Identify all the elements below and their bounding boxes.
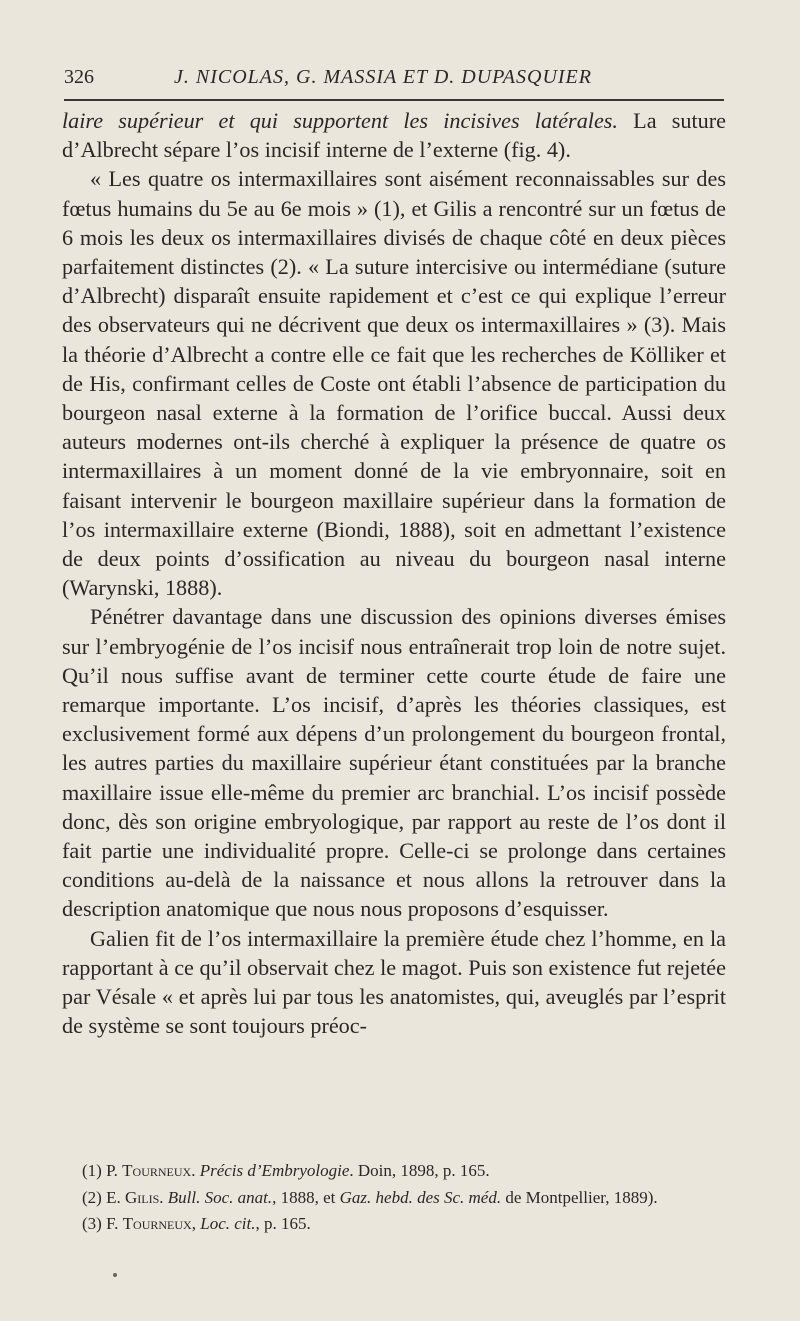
author-name: Tourneux <box>122 1161 192 1180</box>
ink-speck <box>113 1273 117 1277</box>
footnotes <box>62 1158 726 1238</box>
author-initial: F. <box>106 1214 123 1233</box>
paragraph-1-text: La suture d’Albrecht sépare l’os incisif interne de l’externe (fig. 4). <box>62 108 726 163</box>
work-title-2: Gaz. hebd. des Sc. méd. <box>339 1187 502 1207</box>
body-text <box>62 106 726 1041</box>
citation-rest: , p. 165. <box>255 1214 311 1233</box>
citation-rest: de Montpellier, 1889). <box>501 1187 658 1207</box>
paragraph-4: Galien fit de l’os intermaxillaire la première étude chez l’homme, en la rapportant à ce qu’il observait chez le magot. Puis son existence fut rejetée par Vésale « et après lui par tous les anatomistes, qui, aveuglés par l’esprit de système se sont toujours préoc- <box>62 925 726 1039</box>
footnote-1 <box>62 1158 726 1185</box>
page-number: 326 <box>64 66 94 88</box>
author-initial: E. <box>106 1187 125 1207</box>
paragraph-3: Pénétrer davantage dans une discussion des opinions diverses émises sur l’embryogénie de l’os incisif nous entraînerait trop loin de notre sujet. Qu’il nous suffise avant de terminer cette courte étude de faire une remarque importante. L’os incisif, d’après les théories classiques, est exclusivement formé aux dépens d’un prolongement du bourgeon frontal, les autres parties du maxillaire supérieur étant constituées par la branche maxillaire issue elle-même du premier arc branchial. L’os incisif possède donc, dès son origine embryologique, par rapport au reste de l’os dont il fait partie une individualité propre. Celle-ci se prolonge dans certaines conditions au-delà de la naissance et nous allons la retrouver dans la description anatomique que nous nous proposons d’esquisser. <box>62 604 726 922</box>
citation-rest: . Doin, 1898, p. 165. <box>349 1161 490 1180</box>
separator: . <box>191 1161 200 1180</box>
footnote-marker: (1) <box>82 1161 107 1180</box>
work-title: Précis d’Embryologie <box>199 1161 350 1180</box>
separator: . <box>159 1187 168 1207</box>
footnote-3 <box>62 1211 726 1238</box>
separator: , <box>191 1214 201 1233</box>
running-head-authors: J. NICOLAS, G. MASSIA ET D. DUPASQUIER <box>174 66 592 88</box>
footnote-marker: (3) <box>82 1214 107 1233</box>
footnote-marker: (2) <box>82 1187 107 1207</box>
work-title: Loc. cit. <box>200 1214 256 1233</box>
author-initial: P. <box>106 1161 123 1180</box>
work-title: Bull. Soc. anat. <box>167 1187 273 1207</box>
author-name: Tourneux <box>122 1214 192 1233</box>
author-name: Gilis <box>124 1187 160 1207</box>
citation-mid: , 1888, et <box>272 1187 340 1207</box>
running-head <box>64 62 720 92</box>
footnote-2 <box>62 1185 726 1212</box>
paragraph-1 <box>62 106 726 164</box>
paragraph-2: « Les quatre os intermaxillaires sont aisément reconnaissables sur des fœtus humains du 5e au 6e mois » (1), et Gilis a rencontré sur un fœtus de 6 mois les deux os intermaxillaires divisés de chaque côté en deux pièces parfaitement distinctes (2). « La suture intercisive ou intermédiane (suture d’Albrecht) disparaît ensuite rapidement et c’est ce qui explique l’erreur des observateurs qui ne décrivent que deux os intermaxillaires » (3). Mais la théorie d’Albrecht a contre elle ce fait que les recherches de Kölliker et de His, confirmant celles de Coste ont établi l’absence de participation du bourgeon nasal externe à la formation de l’orifice buccal. Aussi deux auteurs modernes ont-ils cherché à expliquer la présence de quatre os intermaxillaires à un moment donné de la vie embryonnaire, soit en faisant intervenir le bourgeon maxillaire supérieur dans la formation de l’os intermaxillaire externe (Biondi, 1888), soit en admettant l’existence de deux points d’ossification au niveau du bourgeon nasal interne (Warynski, 1888). <box>62 166 726 601</box>
header-rule <box>64 99 724 101</box>
italic-lead: laire supérieur et qui supportent les incisives latérales. <box>62 108 618 133</box>
